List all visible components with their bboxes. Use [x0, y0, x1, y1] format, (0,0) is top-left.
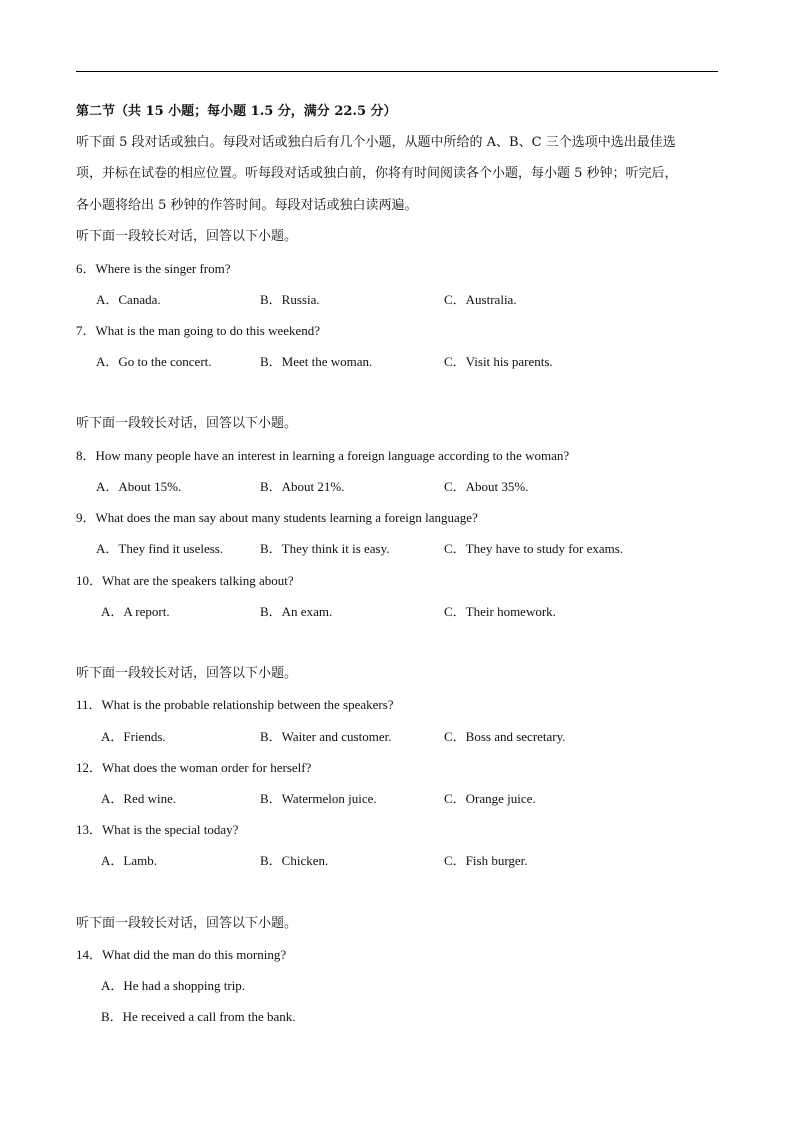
instructions-line-1: 听下面 5 段对话或独白。每段对话或独白后有几个小题，从题中所给的 A、B、C 三个选项中选出最佳选 [76, 135, 676, 150]
option-8b[interactable]: B．About 21%. [260, 479, 345, 494]
question-stem-11: 11．What is the probable relationship between the speakers? [76, 697, 394, 712]
option-6c[interactable]: C．Australia. [444, 292, 517, 307]
option-14b[interactable]: B．He received a call from the bank. [101, 1009, 296, 1024]
option-10a[interactable]: A．A report. [101, 604, 170, 619]
option-14a[interactable]: A．He had a shopping trip. [101, 978, 246, 993]
instructions-line-3: 各小题将给出 5 秒钟的作答时间。每段对话或独白读两遍。 [76, 198, 418, 213]
option-13a[interactable]: A．Lamb. [101, 853, 157, 868]
option-11c[interactable]: C．Boss and secretary. [444, 729, 566, 744]
question-stem-6: 6．Where is the singer from? [76, 261, 231, 276]
question-stem-7: 7．What is the man going to do this weekend? [76, 323, 321, 338]
option-7b[interactable]: B．Meet the woman. [260, 354, 373, 369]
question-stem-13: 13．What is the special today? [76, 822, 239, 837]
dialogue-intro-3: 听下面一段较长对话，回答以下小题。 [76, 666, 298, 681]
dialogue-intro-2: 听下面一段较长对话，回答以下小题。 [76, 416, 298, 431]
option-9c[interactable]: C．They have to study for exams. [444, 541, 624, 556]
section-title: 第二节（共 15 小题；每小题 1.5 分，满分 22.5 分） [76, 104, 397, 119]
option-10c[interactable]: C．Their homework. [444, 604, 556, 619]
option-8a[interactable]: A．About 15%. [96, 479, 182, 494]
dialogue-intro-4: 听下面一段较长对话，回答以下小题。 [76, 916, 298, 931]
question-stem-9: 9．What does the man say about many students learning a foreign language? [76, 510, 478, 525]
option-11a[interactable]: A．Friends. [101, 729, 166, 744]
option-8c[interactable]: C．About 35%. [444, 479, 529, 494]
question-stem-10: 10．What are the speakers talking about? [76, 573, 294, 588]
instructions-line-2: 项，并标在试卷的相应位置。听每段对话或独白前，你将有时间阅读各个小题，每小题 5 秒钟；听完后， [76, 166, 678, 181]
option-12a[interactable]: A．Red wine. [101, 791, 177, 806]
option-7a[interactable]: A．Go to the concert. [96, 354, 212, 369]
option-12c[interactable]: C．Orange juice. [444, 791, 536, 806]
option-13c[interactable]: C．Fish burger. [444, 853, 528, 868]
option-6b[interactable]: B．Russia. [260, 292, 320, 307]
question-stem-12: 12．What does the woman order for herself? [76, 760, 312, 775]
question-stem-14: 14．What did the man do this morning? [76, 947, 287, 962]
option-9b[interactable]: B．They think it is easy. [260, 541, 390, 556]
option-6a[interactable]: A．Canada. [96, 292, 161, 307]
question-stem-8: 8．How many people have an interest in learning a foreign language according to the woman? [76, 448, 570, 463]
option-9a[interactable]: A．They find it useless. [96, 541, 224, 556]
option-12b[interactable]: B．Watermelon juice. [260, 791, 377, 806]
option-7c[interactable]: C．Visit his parents. [444, 354, 553, 369]
option-13b[interactable]: B．Chicken. [260, 853, 329, 868]
dialogue-intro-1: 听下面一段较长对话，回答以下小题。 [76, 229, 298, 244]
option-11b[interactable]: B．Waiter and customer. [260, 729, 392, 744]
header-rule [76, 71, 718, 72]
option-10b[interactable]: B．An exam. [260, 604, 333, 619]
